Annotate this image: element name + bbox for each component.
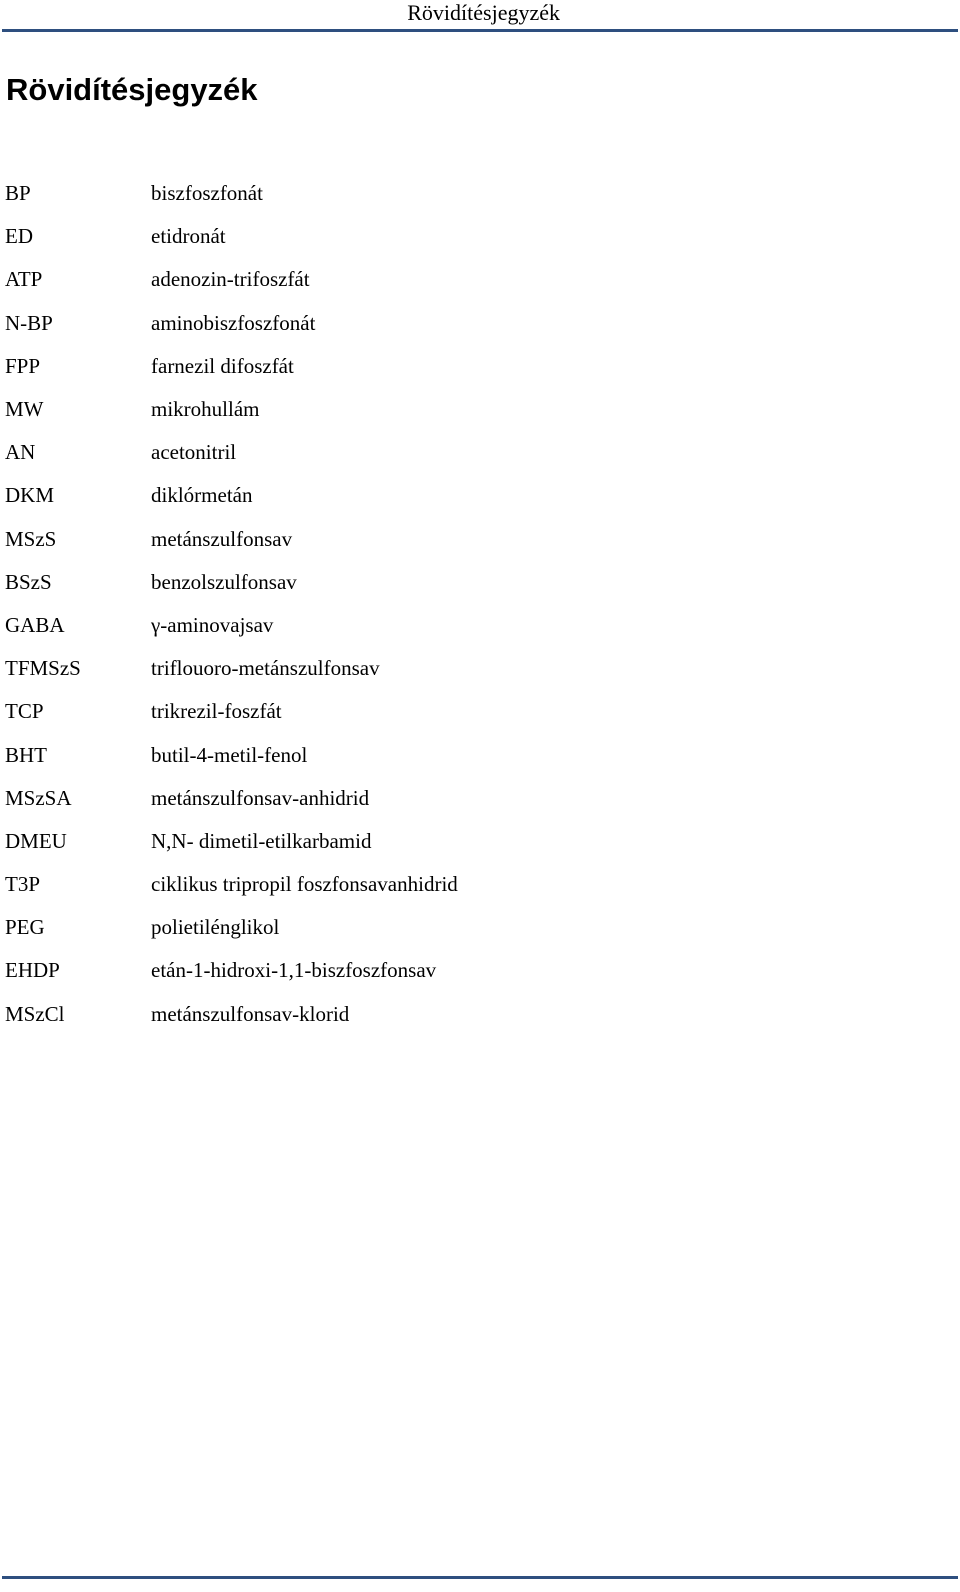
abbreviation-row	[5, 949, 458, 992]
abbreviation-term: DMEU	[5, 828, 67, 853]
abbreviation-definition: metánszulfonsav-klorid	[151, 1001, 350, 1026]
abbreviation-term: MSzSA	[5, 785, 72, 810]
abbreviation-row	[5, 733, 458, 776]
abbreviation-definition: aminobiszfoszfonát	[151, 310, 316, 335]
abbreviation-row	[5, 820, 458, 863]
abbreviation-term: BP	[5, 181, 31, 206]
abbreviation-definition: polietilénglikol	[151, 915, 280, 940]
abbreviation-list	[5, 172, 458, 1036]
header-rule	[2, 29, 958, 32]
abbreviation-term: DKM	[5, 483, 55, 508]
abbreviation-row	[5, 647, 458, 690]
abbreviation-row	[5, 388, 458, 431]
abbreviation-term: ATP	[5, 267, 43, 292]
abbreviation-row	[5, 604, 458, 647]
abbreviation-definition: etidronát	[151, 224, 226, 249]
abbreviation-term: BHT	[5, 742, 47, 767]
running-header	[0, 0, 960, 30]
abbreviation-definition: trikrezil-foszfát	[151, 699, 282, 724]
abbreviation-row	[5, 777, 458, 820]
abbreviation-definition: triflouoro-metánszulfonsav	[151, 656, 380, 681]
abbreviation-term: GABA	[5, 612, 65, 637]
abbreviation-definition: biszfoszfonát	[151, 181, 263, 206]
abbreviation-row	[5, 518, 458, 561]
abbreviation-term: PEG	[5, 915, 45, 940]
abbreviation-row	[5, 906, 458, 949]
abbreviation-definition: γ-aminovajsav	[151, 612, 274, 637]
abbreviation-row	[5, 993, 458, 1036]
abbreviation-term: MSzS	[5, 526, 57, 551]
abbreviation-term: EHDP	[5, 958, 60, 983]
abbreviation-term: N-BP	[5, 310, 53, 335]
running-header-title: Rövidítésjegyzék	[407, 0, 560, 25]
abbreviation-definition: acetonitril	[151, 440, 237, 465]
abbreviation-row	[5, 215, 458, 258]
abbreviation-term: TFMSzS	[5, 656, 81, 681]
abbreviation-definition: adenozin-trifoszfát	[151, 267, 310, 292]
abbreviation-term: AN	[5, 440, 36, 465]
abbreviation-row	[5, 561, 458, 604]
abbreviation-definition: diklórmetán	[151, 483, 253, 508]
abbreviation-term: BSzS	[5, 569, 52, 594]
abbreviation-row	[5, 431, 458, 474]
abbreviation-definition: metánszulfonsav-anhidrid	[151, 785, 370, 810]
abbreviation-definition: metánszulfonsav	[151, 526, 293, 551]
abbreviation-definition: butil-4-metil-fenol	[151, 742, 308, 767]
abbreviation-definition: etán-1-hidroxi-1,1-biszfoszfonsav	[151, 958, 437, 983]
abbreviation-definition: ciklikus tripropil foszfonsavanhidrid	[151, 872, 458, 897]
abbreviation-row	[5, 345, 458, 388]
abbreviation-term: TCP	[5, 699, 44, 724]
footer-rule	[2, 1576, 958, 1579]
abbreviation-row	[5, 474, 458, 517]
abbreviation-term: MW	[5, 397, 44, 422]
abbreviation-definition: N,N- dimetil-etilkarbamid	[151, 828, 372, 853]
abbreviation-definition: farnezil difoszfát	[151, 353, 294, 378]
abbreviation-row	[5, 690, 458, 733]
abbreviation-term: ED	[5, 224, 33, 249]
abbreviation-row	[5, 302, 458, 345]
abbreviation-row	[5, 863, 458, 906]
abbreviation-definition: benzolszulfonsav	[151, 569, 297, 594]
abbreviation-row	[5, 172, 458, 215]
abbreviation-row	[5, 258, 458, 301]
abbreviation-term: FPP	[5, 353, 41, 378]
abbreviation-term: T3P	[5, 872, 41, 897]
abbreviation-definition: mikrohullám	[151, 397, 260, 422]
abbreviation-term: MSzCl	[5, 1001, 65, 1026]
page-title: Rövidítésjegyzék	[6, 72, 258, 107]
